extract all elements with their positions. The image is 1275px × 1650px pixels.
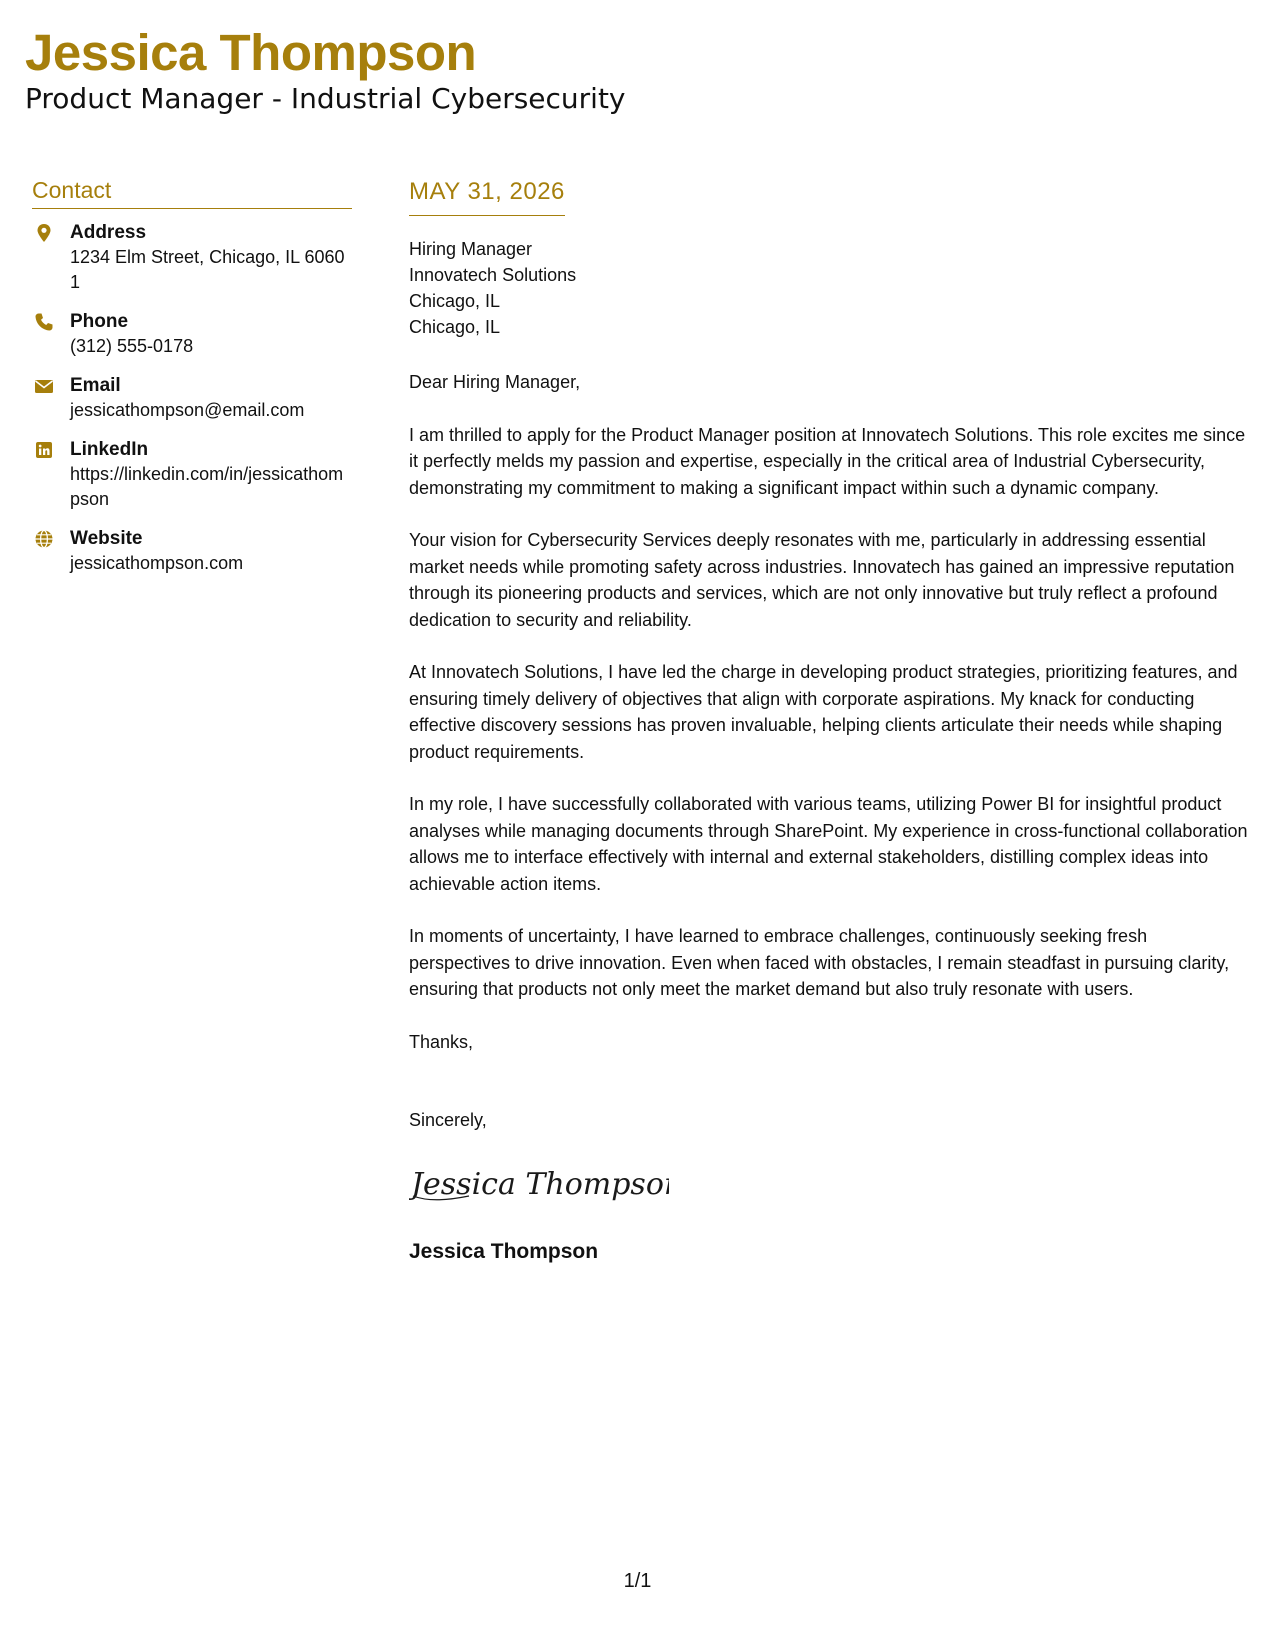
linkedin-icon [34,440,54,460]
contact-linkedin [32,438,352,512]
contact-email [32,374,352,423]
linkedin-label: LinkedIn [70,439,149,460]
recipient-line: Innovatech Solutions [409,265,577,285]
recipient-block [409,236,1249,340]
contact-heading: Contact [32,176,352,209]
contact-website [32,527,352,576]
recipient-line: Chicago, IL [409,317,501,337]
body-paragraph: I am thrilled to apply for the Product Manager position at Innovatech Solutions. This role excites me since it perfectly melds my passion and expertise, especially in the critical area of Industrial Cybersecurity, demonstrating my commitment to making a significant impact within such a dynamic company. [409,424,1246,498]
thanks-line: Thanks, [409,1031,474,1052]
handwritten-signature [409,1156,669,1208]
letter-date: MAY 31, 2026 [409,177,565,216]
address-value: 1234 Elm Street, Chicago, IL 60601 [70,247,345,292]
email-value[interactable]: jessicathompson@email.com [70,400,305,420]
applicant-name: Jessica Thompson [25,24,477,81]
closing-line: Sincerely, [409,1110,487,1130]
applicant-job-title: Product Manager - Industrial Cybersecurity [25,82,626,115]
letter-header [25,24,626,116]
contact-address [32,221,352,295]
linkedin-value[interactable]: https://linkedin.com/in/jessicathompson [70,464,344,509]
body-paragraph: In moments of uncertainty, I have learned to embrace challenges, continuously seeking fresh perspectives to drive innovation. Even when faced with obstacles, I remain steadfast in pursuing clarity, ensuring that products not only meet the market demand but also truly resonate with users. [409,926,1230,999]
signature-text: Jessica Thompson [411,1166,669,1202]
signed-name: Jessica Thompson [409,1240,599,1263]
body-paragraph: At Innovatech Solutions, I have led the charge in developing product strategies, prioritizing features, and ensuring timely delivery of objectives that align with corporate aspirations. My knack for conducting effective discovery sessions has proven invaluable, helping clients articulate their needs while shaping product requirements. [409,662,1238,762]
recipient-line: Chicago, IL [409,291,501,311]
phone-label: Phone [70,311,129,332]
salutation: Dear Hiring Manager, [409,372,581,392]
recipient-line: Hiring Manager [409,239,533,259]
website-value[interactable]: jessicathompson.com [70,553,244,573]
globe-icon [34,529,54,549]
body-paragraph: In my role, I have successfully collaborated with various teams, utilizing Power BI for insightful product analyses while managing documents through SharePoint. My experience in cross-functional collaboration allows me to interface effectively with internal and external stakeholders, distilling complex ideas into achievable action items. [409,794,1248,894]
letter-body [409,177,1249,1265]
address-label: Address [70,222,147,243]
body-paragraph: Your vision for Cybersecurity Services deeply resonates with me, particularly in addressing essential market needs while promoting safety across industries. Innovatech has gained an impressive reputation through its pioneering products and services, which are not only innovative but truly reflect a profound dedication to security and reliability. [409,530,1235,630]
envelope-icon [34,376,54,396]
website-label: Website [70,528,143,549]
phone-value: (312) 555-0178 [70,336,194,356]
phone-icon [34,312,54,332]
email-label: Email [70,375,121,396]
page-number: 1/1 [623,1570,652,1592]
map-pin-icon [34,223,54,243]
contact-phone [32,310,352,359]
contact-sidebar [32,176,352,591]
